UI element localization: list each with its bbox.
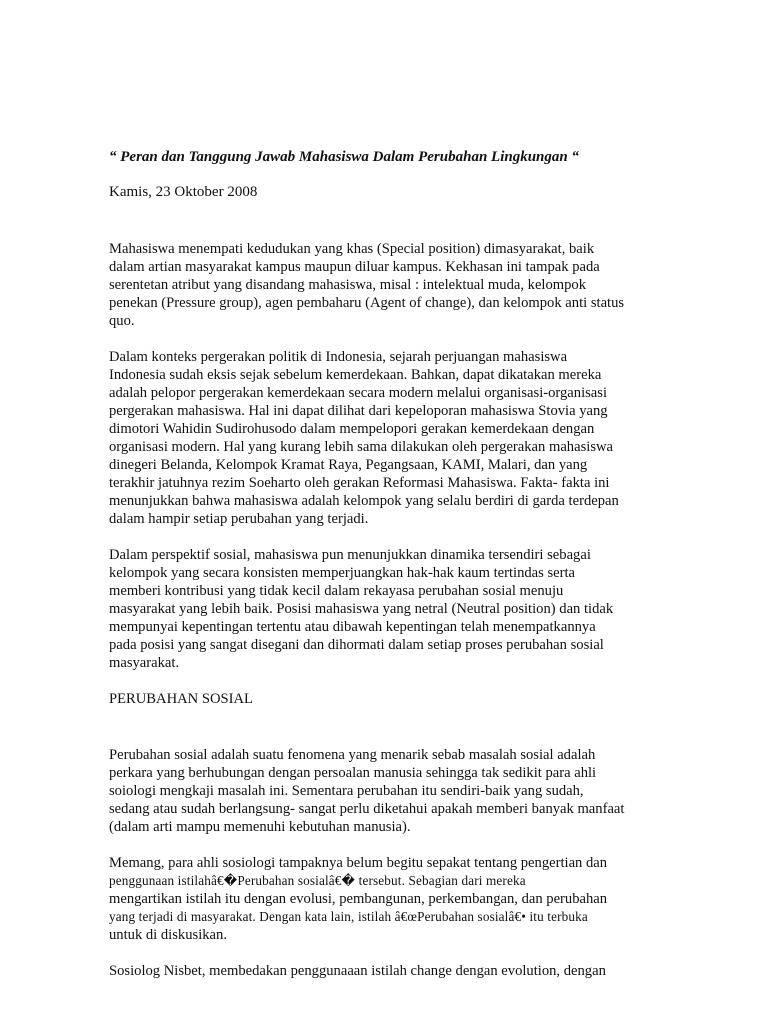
section-heading: PERUBAHAN SOSIAL xyxy=(109,691,253,707)
text-line: yang terjadi di masyarakat. Dengan kata lain, istilah â€œPerubahan sosialâ€• itu terbuka xyxy=(109,909,588,924)
text-line: (dalam arti mampu memenuhi kebutuhan manusia). xyxy=(109,819,411,835)
text-line: menunjukkan bahwa mahasiswa adalah kelompok yang selalu berdiri di garda terdepan xyxy=(109,493,619,509)
text-line: dimotori Wahidin Sudirohusodo dalam mempelopori gerakan kemerdekaan dengan xyxy=(109,421,595,437)
text-line: adalah pelopor pergerakan kemerdekaan secara modern melalui organisasi-organisasi xyxy=(109,385,608,401)
text-line: serentetan atribut yang disandang mahasiswa, misal : intelektual muda, kelompok xyxy=(109,277,587,293)
text-line: Dalam perspektif sosial, mahasiswa pun menunjukkan dinamika tersendiri sebagai xyxy=(109,547,591,563)
text-line: soiologi mengkaji masalah ini. Sementara perubahan itu sendiri-baik yang sudah, xyxy=(109,783,584,799)
text-line: mempunyai kepentingan tertentu atau dibawah kepentingan telah menempatkannya xyxy=(109,619,596,635)
text-line: Dalam konteks pergerakan politik di Indonesia, sejarah perjuangan mahasiswa xyxy=(109,349,568,365)
paragraph-sosial xyxy=(109,546,669,672)
text-line: organisasi modern. Hal yang kurang lebih sama dilakukan oleh pergerakan mahasiswa xyxy=(109,439,614,455)
text-line: terakhir jatuhnya rezim Soeharto oleh gerakan Reformasi Mahasiswa. Fakta- fakta ini xyxy=(109,475,610,491)
text-line: penekan (Pressure group), agen pembaharu (Agent of change), dan kelompok anti status xyxy=(109,295,625,311)
text-line: Indonesia sudah eksis sejak sebelum kemerdekaan. Bahkan, dapat dikatakan mereka xyxy=(109,367,602,383)
text-line: Sosiolog Nisbet, membedakan penggunaaan istilah change dengan evolution, dengan xyxy=(109,963,606,979)
document-title: “ Peran dan Tanggung Jawab Mahasiswa Dalam Perubahan Lingkungan “ xyxy=(109,149,579,165)
text-line: pada posisi yang sangat disegani dan dihormati dalam setiap proses perubahan sosial xyxy=(109,637,604,653)
paragraph-perubahan xyxy=(109,746,669,836)
paragraph-istilah xyxy=(109,854,669,944)
text-line: untuk di diskusikan. xyxy=(109,927,227,943)
paragraph-politik xyxy=(109,348,669,528)
paragraph-nisbet xyxy=(109,962,669,980)
text-line: perkara yang berhubungan dengan persoalan manusia sehingga tak sedikit para ahli xyxy=(109,765,597,781)
text-line: dalam artian masyarakat kampus maupun diluar kampus. Kekhasan ini tampak pada xyxy=(109,259,600,275)
text-line: dalam hampir setiap perubahan yang terjadi. xyxy=(109,511,369,527)
text-line: pergerakan mahasiswa. Hal ini dapat dilihat dari kepeloporan mahasiswa Stovia yang xyxy=(109,403,608,419)
text-line: memberi kontribusi yang tidak kecil dalam rekayasa perubahan sosial menuju xyxy=(109,583,564,599)
text-line: Memang, para ahli sosiologi tampaknya belum begitu sepakat tentang pengertian dan xyxy=(109,855,608,871)
text-line: mengartikan istilah itu dengan evolusi, pembangunan, perkembangan, dan perubahan xyxy=(109,891,608,907)
document-body xyxy=(109,146,669,998)
paragraph-intro xyxy=(109,240,669,330)
text-line: Mahasiswa menempati kedudukan yang khas (Special position) dimasyarakat, baik xyxy=(109,241,595,257)
text-line: kelompok yang secara konsisten memperjuangkan hak-hak kaum tertindas serta xyxy=(109,565,576,581)
text-line: Perubahan sosial adalah suatu fenomena yang menarik sebab masalah sosial adalah xyxy=(109,747,596,763)
text-line: sedang atau sudah berlangsung- sangat perlu diketahui apakah memberi banyak manfaat xyxy=(109,801,625,817)
text-line: masyarakat. xyxy=(109,655,180,671)
text-line: quo. xyxy=(109,313,135,329)
text-line: dinegeri Belanda, Kelompok Kramat Raya, Pegangsaan, KAMI, Malari, dan yang xyxy=(109,457,588,473)
text-line: penggunaan istilahâ€�Perubahan sosialâ€� tersebut. Sebagian dari mereka xyxy=(109,873,526,888)
text-line: masyarakat yang lebih baik. Posisi mahasiswa yang netral (Neutral position) dan tidak xyxy=(109,601,614,617)
document-date: Kamis, 23 Oktober 2008 xyxy=(109,184,258,200)
